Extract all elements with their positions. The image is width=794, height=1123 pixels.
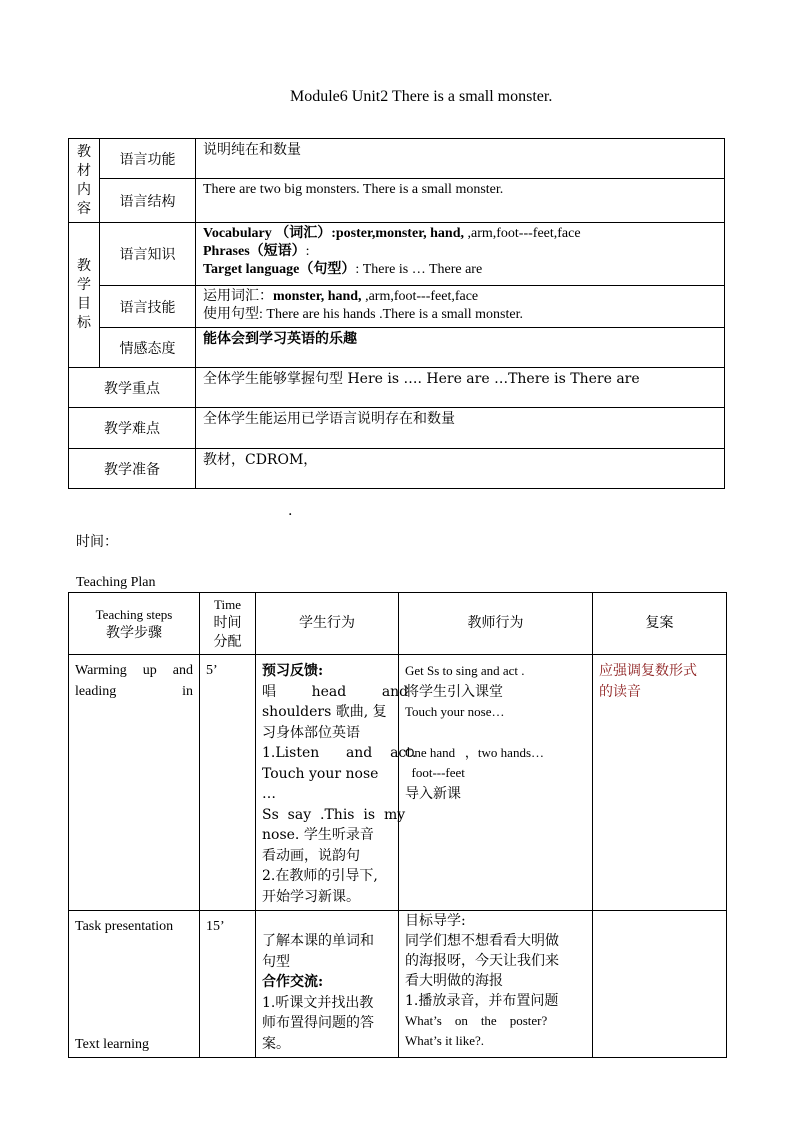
review-warming-up: 应强调复数形式 的读音 [593, 655, 727, 911]
difficulty-value: 全体学生能运用已学语言说明存在和数量 [196, 408, 725, 449]
separator-dot: . [288, 503, 293, 519]
step-task-presentation: Task presentation Text learning [69, 911, 200, 1058]
vocab-suffix: ,arm,foot---feet,face [463, 226, 581, 241]
time-warming-up: 5’ [200, 655, 256, 911]
document-title: Module6 Unit2 There is a small monster. [290, 88, 553, 105]
header-time: Time 时间 分配 [200, 593, 256, 655]
function-label: 语言功能 [100, 139, 196, 179]
prep-label: 教学准备 [69, 449, 196, 489]
knowledge-value: Vocabulary （词汇）:poster,monster, hand, ,arm,foot---feet,face Phrases（短语）: Target language（句型）: There is … There are [196, 223, 725, 286]
function-value: 说明纯在和数量 [196, 139, 725, 179]
prep-value: 教材，CDROM， [196, 449, 725, 489]
teaching-plan-label: Teaching Plan [76, 575, 156, 590]
header-student: 学生行为 [256, 593, 399, 655]
time-label: 时间： [76, 534, 118, 550]
lesson-overview-table [68, 138, 725, 489]
skill-value: 运用词汇：monster, hand, ,arm,foot---feet,face 使用句型: There are his hands .There is a small monster. [196, 286, 725, 328]
table-row [69, 911, 727, 1058]
step-warming-up: Warming up and leading in [69, 655, 200, 911]
structure-value: There are two big monsters. There is a small monster. [196, 179, 725, 223]
teacher-task-presentation: 目标导学: 同学们想不想看看大明做 的海报呀，今天让我们来 看大明做的海报 1.播放录音，并布置问题 What’s on the poster? What’s it like?. [399, 911, 593, 1058]
structure-label: 语言结构 [100, 179, 196, 223]
knowledge-label: 语言知识 [100, 223, 196, 286]
focus-value: 全体学生能够掌握句型 Here is …. Here are …There is There are [196, 368, 725, 408]
phrases-label: Phrases（短语） [203, 244, 306, 259]
emotion-value: 能体会到学习英语的乐趣 [196, 328, 725, 368]
teacher-warming-up: Get Ss to sing and act . 将学生引入课堂 Touch your nose… One hand ，two hands… foot---feet 导入新课 [399, 655, 593, 911]
header-steps: Teaching steps 教学步骤 [69, 593, 200, 655]
skill-label: 语言技能 [100, 286, 196, 328]
table-row [69, 655, 727, 911]
difficulty-label: 教学难点 [69, 408, 196, 449]
teaching-plan-table [68, 592, 727, 1058]
review-task-presentation [593, 911, 727, 1058]
time-task-presentation: 15’ [200, 911, 256, 1058]
header-review: 复案 [593, 593, 727, 655]
emotion-label: 情感态度 [100, 328, 196, 368]
category-content-cell: 教 材 内 容 [69, 139, 100, 223]
student-warming-up: 预习反馈: 唱 head and shoulders 歌曲, 复 习身体部位英语 1.Listen and act. Touch your nose … Ss say .This is my nose. 学生听录音 看动画，说韵句 2.在教师的引导下, 开始学习新课。 [256, 655, 399, 911]
focus-label: 教学重点 [69, 368, 196, 408]
category-goals-cell: 教 学 目 标 [69, 223, 100, 368]
target-label: Target language（句型） [203, 262, 356, 277]
student-task-presentation: 了解本课的单词和 句型 合作交流: 1.听课文并找出教 师布置得问题的答 案。 [256, 911, 399, 1058]
header-teacher: 教师行为 [399, 593, 593, 655]
vocab-prefix: Vocabulary （词汇）:poster,monster, hand, [203, 226, 464, 241]
table-header-row [69, 593, 727, 655]
